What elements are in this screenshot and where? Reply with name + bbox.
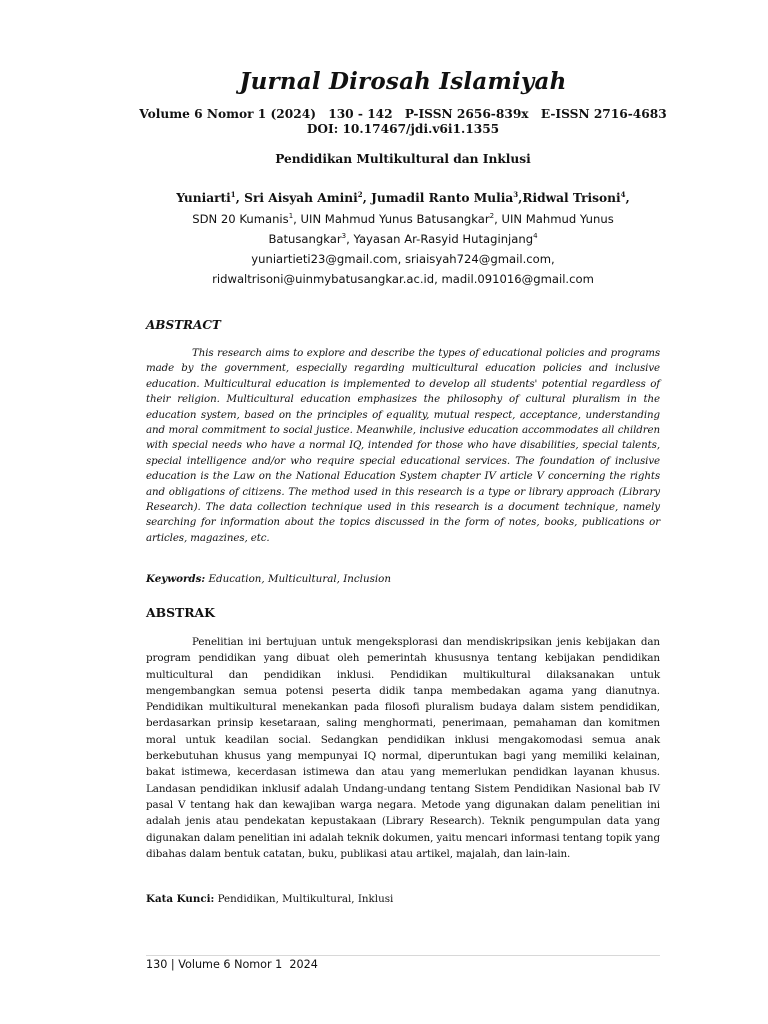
- article-title: Pendidikan Multikultural dan Inklusi: [275, 152, 531, 166]
- affiliation-name-part: UIN Mahmud Yunus: [501, 212, 614, 226]
- abstract-body: This research aims to explore and describe the types of educational policies and programs made by the government, especially regarding multicultural education policies and inclusive education. Multicultural education is implemented to develop all students' potential regardless of their religion. Multicultural education emphasizes the philosophy of cultural pluralism in the education system, based on the principles of equality, mutual respect, acceptance, understanding and moral commitment to social justice. Meanwhile, inclusive education accommodates all children with special needs who have a normal IQ, intended for those who have disabilities, special talents, special intelligence and/or who require special educational services. The foundation of inclusive education is the Law on the National Education System chapter IV article V concerning the rights and obligations of citizens. The method used in this research is a type or library approach (Library Research). The data collection technique used in this research is a document technique, namely searching for information about the topics discussed in the form of notes, books, publications or articles, magazines, etc.: [146, 347, 660, 544]
- affiliation-sep: ,: [494, 212, 502, 226]
- affiliations: [146, 209, 660, 289]
- affiliation-name: Yayasan Ar-Rasyid Hutaginjang: [353, 232, 534, 246]
- author-sep: ,: [235, 191, 245, 205]
- affiliation-sep: ,: [293, 212, 301, 226]
- author-name: Sri Aisyah Amini: [244, 191, 358, 205]
- page-range: 130 - 142: [328, 107, 393, 121]
- author-sup: 4: [620, 189, 626, 199]
- author-list: [146, 190, 660, 206]
- affiliation-sup: 1: [288, 212, 294, 221]
- keywords: [146, 573, 391, 585]
- keywords-label: Keywords:: [146, 573, 206, 585]
- author-sup: 3: [513, 189, 519, 199]
- affiliation-name: SDN 20 Kumanis: [192, 212, 289, 226]
- author-name: Ridwal Trisoni: [522, 191, 621, 205]
- footer-divider: [146, 955, 660, 956]
- abstrak-heading: ABSTRAK: [146, 605, 215, 620]
- affiliation-name: UIN Mahmud Yunus Batusangkar: [300, 212, 490, 226]
- author-name: Jumadil Ranto Mulia: [371, 191, 514, 205]
- author-sep: ,: [518, 191, 523, 205]
- author-sup: 2: [357, 189, 363, 199]
- email-line-1: yuniartieti23@gmail.com, sriaisyah724@gmail.com,: [251, 252, 555, 266]
- abstract-heading: ABSTRACT: [146, 318, 221, 332]
- page-footer: 130 | Volume 6 Nomor 1 2024: [146, 958, 318, 971]
- kata-kunci-label: Kata Kunci:: [146, 893, 215, 905]
- doi: DOI: 10.17467/jdi.v6i1.1355: [306, 122, 500, 136]
- affiliation-name-part: Batusangkar: [268, 232, 342, 246]
- kata-kunci-value: Pendidikan, Multikultural, Inklusi: [217, 893, 394, 905]
- author-sep: ,: [362, 191, 372, 205]
- affiliation-sup: 4: [533, 232, 538, 241]
- author-name: Yuniarti: [176, 191, 231, 205]
- author-sup: 1: [230, 189, 236, 199]
- affiliation-sup: 2: [489, 212, 495, 221]
- affiliation-line-2: [146, 229, 660, 249]
- abstrak-body: Penelitian ini bertujuan untuk mengeksplorasi dan mendiskripsikan jenis kebijakan dan program pendidikan yang dibuat oleh pemerintah khususnya tentang kebijakan pendidikan multicultural dan pendidikan inklusi. Pendidikan multikultural dilaksanakan untuk mengembangkan semua potensi peserta didik tanpa membedakan agama yang dianutnya. Pendidikan multikultural menekankan pada filosofi pluralism budaya dalam sistem pendidikan, berdasarkan prinsip kesetaraan, saling menghormati, penerimaan, pemahaman dan komitmen moral untuk keadilan social. Sedangkan pendidikan inklusi mengakomodasi semua anak berkebutuhan khusus yang mempunyai IQ normal, diperuntukan bagi yang memiliki kelainan, bakat istimewa, kecerdasan istimewa dan atau yang memerlukan pendidkan layanan khusus. Landasan pendidikan inklusif adalah Undang-undang tentang Sistem Pendidikan Nasional bab IV pasal V tentang hak dan kewajiban warga negara. Metode yang digunakan dalam penelitian ini adalah jenis atau pendekatan kepustakaan (Library Research). Teknik pengumpulan data yang digunakan dalam penelitian ini adalah teknik dokumen, yaitu mencari informasi tentang topik yang dibahas dalam bentuk catatan, buku, publikasi atau artikel, majalah, dan lain-lain.: [146, 636, 660, 860]
- author-sep: ,: [625, 191, 630, 205]
- affiliation-sep: ,: [346, 232, 354, 246]
- email-line-2: ridwaltrisoni@uinmybatusangkar.ac.id, madil.091016@gmail.com: [212, 272, 594, 286]
- volume-info: Volume 6 Nomor 1 (2024): [139, 107, 316, 121]
- e-issn: E-ISSN 2716-4683: [540, 107, 667, 121]
- kata-kunci: [146, 893, 393, 905]
- p-issn: P-ISSN 2656-839x: [404, 107, 529, 121]
- affiliation-line-1: [146, 209, 660, 229]
- volume-issn-line: [126, 107, 680, 122]
- journal-title: Jurnal Dirosah Islamiyah: [239, 68, 567, 95]
- affiliation-sup: 3: [341, 232, 347, 241]
- keywords-value: Education, Multicultural, Inclusion: [208, 573, 392, 585]
